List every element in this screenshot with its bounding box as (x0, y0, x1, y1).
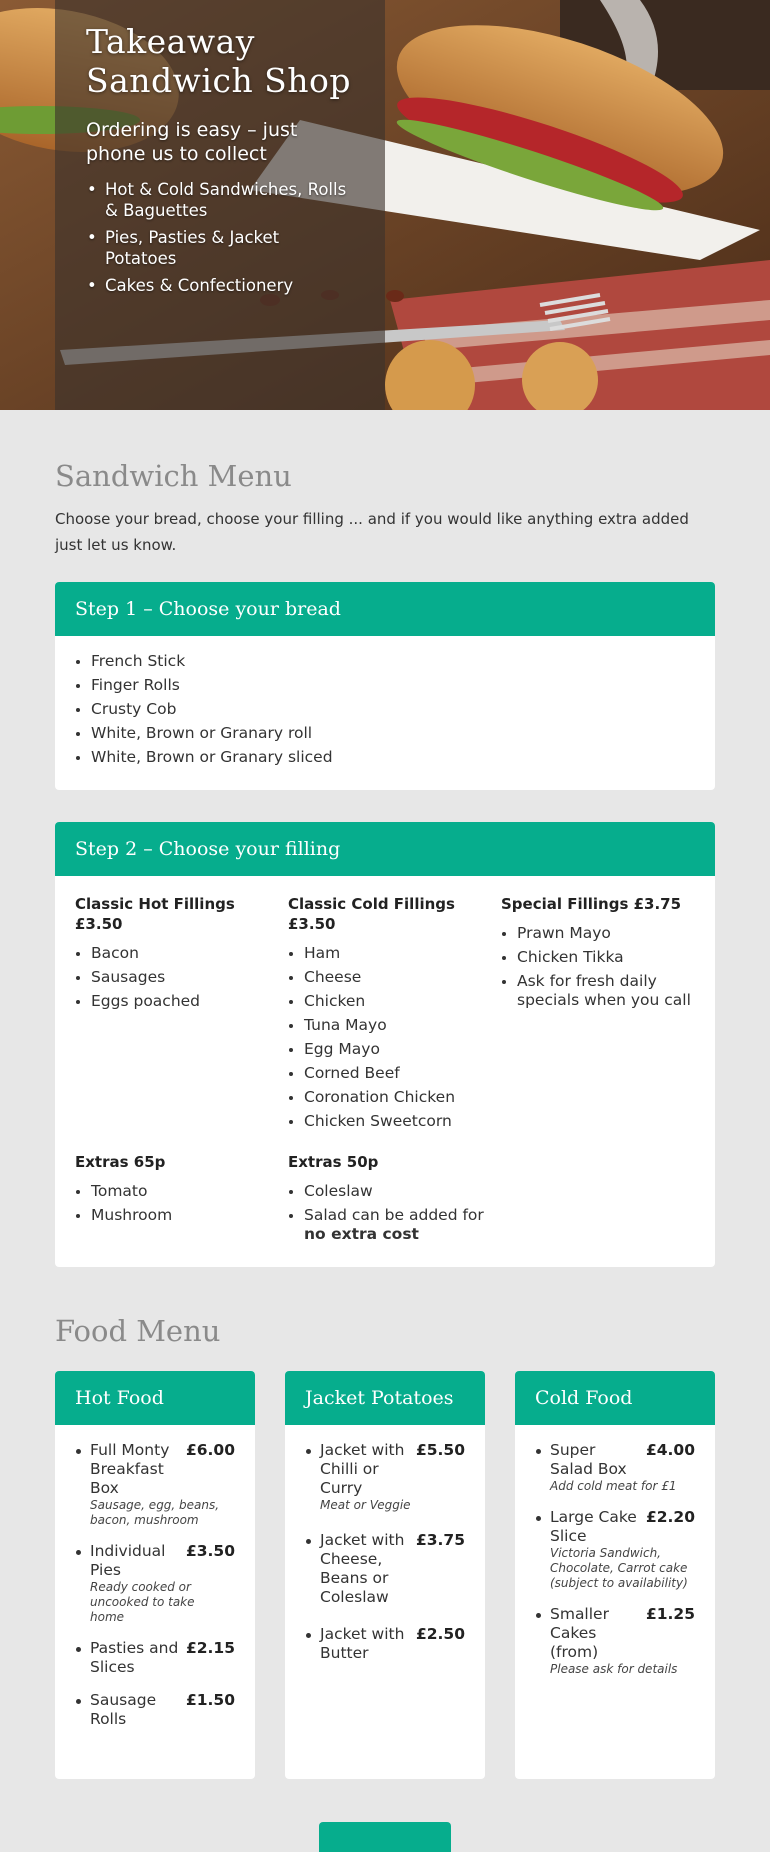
food-item-price: £5.50 (415, 1441, 465, 1459)
filling-item: Eggs poached (75, 992, 278, 1011)
cold-fillings-title: Classic Cold Fillings £3.50 (288, 895, 455, 933)
food-item-name: Super Salad Box (550, 1441, 627, 1478)
filling-item: Corned Beef (288, 1064, 491, 1083)
jacket-potatoes-heading: Jacket Potatoes (285, 1371, 485, 1425)
filling-item: Prawn Mayo (501, 924, 704, 943)
filling-item: Cheese (288, 968, 491, 987)
food-item-price: £6.00 (185, 1441, 235, 1459)
hot-fillings-title: Classic Hot Fillings £3.50 (75, 895, 235, 933)
special-fillings-title: Special Fillings £3.75 (501, 895, 682, 913)
filling-item: Sausages (75, 968, 278, 987)
step1-heading: Step 1 – Choose your bread (55, 582, 715, 636)
filling-item: Tuna Mayo (288, 1016, 491, 1035)
food-item-price: £1.50 (185, 1691, 235, 1709)
food-menu-section (0, 1267, 770, 1779)
food-cards (55, 1371, 715, 1779)
food-item-name: Smaller Cakes (from) (550, 1605, 609, 1661)
hero-feature-item: • Cakes & Confectionery (86, 275, 354, 296)
site-title-line1: Takeaway (86, 22, 255, 61)
food-item (305, 1531, 465, 1607)
food-item-name: Pasties and Slices (90, 1639, 179, 1676)
food-item-note: Sausage, egg, beans, bacon, mushroom (90, 1498, 220, 1527)
food-item-price: £2.50 (415, 1625, 465, 1643)
food-item-note: Please ask for details (550, 1662, 678, 1676)
extras-50p-title: Extras 50p (288, 1153, 379, 1171)
hero-tagline-line1: Ordering is easy – just (86, 119, 298, 141)
extras-65p-column (75, 1152, 288, 1249)
step2-heading: Step 2 – Choose your filling (55, 822, 715, 876)
jacket-potatoes-card (285, 1371, 485, 1779)
step2-card (55, 822, 715, 1267)
food-item-price: £3.75 (415, 1531, 465, 1549)
site-title (86, 22, 354, 100)
hot-food-card (55, 1371, 255, 1779)
food-item (75, 1639, 235, 1677)
bread-option: Finger Rolls (75, 676, 695, 695)
cold-food-heading: Cold Food (515, 1371, 715, 1425)
salad-note-bold: no extra cost (304, 1225, 419, 1243)
food-item-note: Victoria Sandwich, Chocolate, Carrot cake (subject to availability) (550, 1546, 688, 1590)
bread-option: French Stick (75, 652, 695, 671)
food-item-note: Ready cooked or uncooked to take home (90, 1580, 195, 1624)
filling-item: Chicken Sweetcorn (288, 1112, 491, 1131)
food-item-price: £2.20 (645, 1508, 695, 1526)
food-item (75, 1542, 235, 1625)
site-title-line2: Sandwich Shop (86, 61, 352, 100)
food-item-name: Individual Pies (90, 1542, 166, 1579)
food-item-note: Add cold meat for £1 (550, 1479, 677, 1493)
food-item-price: £2.15 (185, 1639, 235, 1657)
extra-item: Tomato (75, 1182, 278, 1201)
food-item (535, 1605, 695, 1677)
food-menu-title: Food Menu (55, 1314, 221, 1348)
filling-item: Bacon (75, 944, 278, 963)
food-item-note: Meat or Veggie (320, 1498, 411, 1512)
step1-card (55, 582, 715, 790)
food-item-name: Sausage Rolls (90, 1691, 157, 1728)
filling-item: Coronation Chicken (288, 1088, 491, 1107)
special-fillings-column (501, 894, 714, 1136)
food-item-name: Jacket with Butter (320, 1625, 405, 1662)
bread-list (75, 652, 695, 767)
bread-option: White, Brown or Granary sliced (75, 748, 695, 767)
sandwich-menu-intro: Choose your bread, choose your filling ... and if you would like anything extra added just let us know. (55, 510, 689, 554)
food-item-price: £4.00 (645, 1441, 695, 1459)
hero-feature-item: • Pies, Pasties & Jacket Potatoes (86, 227, 354, 269)
filling-item: Chicken Tikka (501, 948, 704, 967)
cold-food-card (515, 1371, 715, 1779)
sandwich-menu-title: Sandwich Menu (55, 459, 292, 493)
filling-item: Ham (288, 944, 491, 963)
food-item-name: Jacket with Cheese, Beans or Coleslaw (320, 1531, 405, 1606)
food-item-price: £1.25 (645, 1605, 695, 1623)
food-item-name: Full Monty Breakfast Box (90, 1441, 170, 1497)
filling-item: Ask for fresh daily specials when you call (501, 972, 704, 1010)
hero-tagline-line2: phone us to collect (86, 143, 267, 165)
filling-item: Egg Mayo (288, 1040, 491, 1059)
hero-banner (0, 0, 770, 410)
extras-50p-column (288, 1152, 501, 1249)
hero-overlay-panel (55, 0, 385, 410)
salad-note: Salad can be added for (304, 1206, 484, 1224)
hero-tagline (86, 118, 354, 166)
extras-65p-title: Extras 65p (75, 1153, 166, 1171)
fillings-grid (75, 894, 695, 1249)
hot-food-heading: Hot Food (55, 1371, 255, 1425)
food-item-name: Large Cake Slice (550, 1508, 637, 1545)
extra-item: Coleslaw (288, 1182, 491, 1201)
food-item (305, 1625, 465, 1663)
sandwich-menu-section (0, 410, 770, 1267)
filling-item: Chicken (288, 992, 491, 1011)
food-item (535, 1508, 695, 1591)
bottom-action-button[interactable] (319, 1822, 451, 1852)
cold-fillings-column (288, 894, 501, 1136)
hero-features-list (86, 179, 354, 296)
food-item-price: £3.50 (185, 1542, 235, 1560)
food-item (75, 1441, 235, 1528)
food-item (75, 1691, 235, 1729)
hero-feature-item: • Hot & Cold Sandwiches, Rolls & Baguettes (86, 179, 354, 221)
bread-option: White, Brown or Granary roll (75, 724, 695, 743)
bread-option: Crusty Cob (75, 700, 695, 719)
food-item (305, 1441, 465, 1513)
food-item (535, 1441, 695, 1494)
extra-item (288, 1206, 491, 1244)
hot-fillings-column (75, 894, 288, 1136)
food-item-name: Jacket with Chilli or Curry (320, 1441, 405, 1497)
extra-item: Mushroom (75, 1206, 278, 1225)
